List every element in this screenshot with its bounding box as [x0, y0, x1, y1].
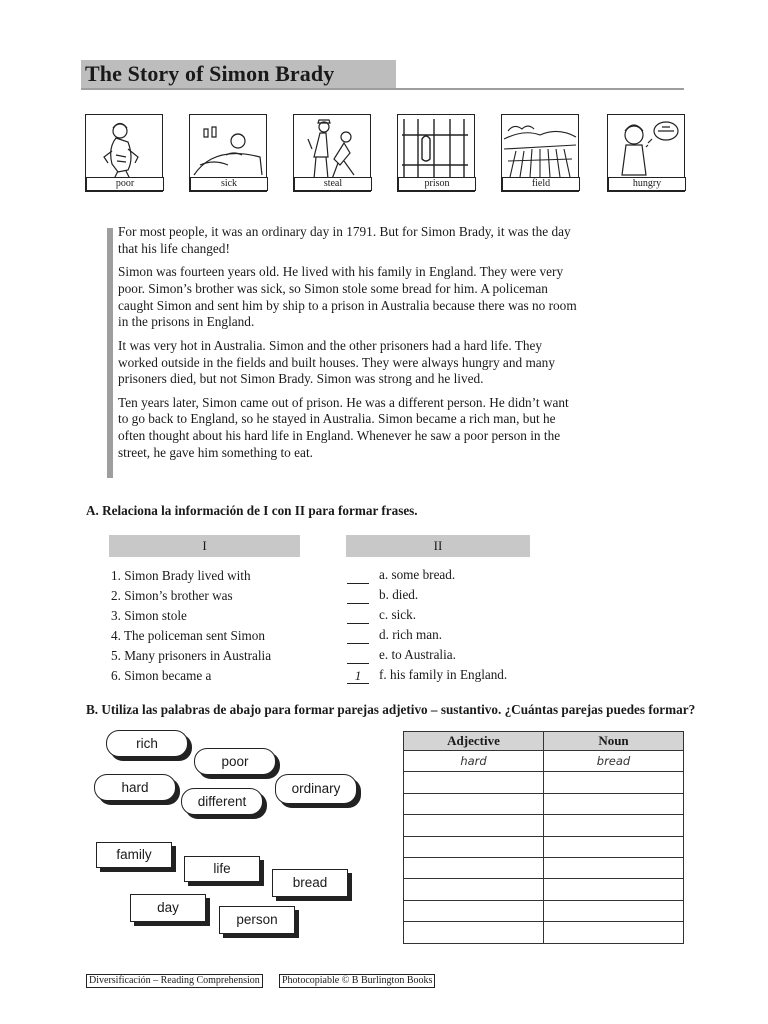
answer-blank[interactable]: [347, 609, 369, 624]
exercise-b-heading: B. Utiliza las palabras de abajo para formar parejas adjetivo – sustantivo. ¿Cuántas parejas puedes formar?: [86, 702, 696, 717]
adjective-cell[interactable]: [404, 900, 544, 921]
noun-cell[interactable]: [544, 836, 684, 857]
adjective-cell[interactable]: [404, 836, 544, 857]
footer-copyright: Photocopiable © B Burlington Books: [279, 974, 435, 988]
noun-word[interactable]: life: [184, 856, 260, 882]
answer-blank[interactable]: 1: [347, 669, 369, 684]
noun-cell[interactable]: [544, 772, 684, 793]
sentence-start: 6. Simon became a: [111, 668, 212, 683]
picture-label-poor: poor: [86, 177, 164, 191]
adjective-cell[interactable]: [404, 922, 544, 943]
adjective-cell[interactable]: [404, 879, 544, 900]
adjective-cell[interactable]: [404, 772, 544, 793]
story-margin-bar: [107, 228, 113, 478]
story-paragraph: Ten years later, Simon came out of prison. He was a different person. He didn’t want to go back to England, so he stayed in Australia. Simon became a rich man, but he often thought about his hard life in England. Whenever he saw a poor person in the street, he gave him something to eat.: [118, 394, 569, 461]
noun-cell[interactable]: bread: [544, 751, 684, 772]
column-i-header: I: [109, 535, 300, 557]
adjective-cell[interactable]: [404, 857, 544, 878]
adjective-cell[interactable]: [404, 815, 544, 836]
noun-word[interactable]: bread: [272, 869, 348, 897]
adjective-column-header: Adjective: [404, 732, 544, 751]
sentence-ending: b. died.: [379, 587, 419, 602]
answer-blank[interactable]: [347, 649, 369, 664]
picture-label-field: field: [502, 177, 580, 191]
noun-word[interactable]: person: [219, 906, 295, 934]
story-paragraph: Simon was fourteen years old. He lived with his family in England. They were very poor. Simon’s brother was sick, so Simon stole some bread for him. A policeman caught Simon and sent him by ship to a prison in Australia because there was no room in the prisons in England.: [118, 264, 577, 330]
noun-cell[interactable]: [544, 900, 684, 921]
sentence-start: 4. The policeman sent Simon: [111, 628, 265, 643]
noun-cell[interactable]: [544, 922, 684, 943]
noun-column-header: Noun: [544, 732, 684, 751]
noun-cell[interactable]: [544, 879, 684, 900]
answer-blank[interactable]: [347, 629, 369, 644]
adjective-cell[interactable]: [404, 793, 544, 814]
picture-label-hungry: hungry: [608, 177, 686, 191]
picture-label-sick: sick: [190, 177, 268, 191]
picture-label-prison: prison: [398, 177, 476, 191]
noun-cell[interactable]: [544, 793, 684, 814]
noun-cell[interactable]: [544, 857, 684, 878]
sentence-start: 3. Simon stole: [111, 608, 187, 623]
story-paragraph: For most people, it was an ordinary day in 1791. But for Simon Brady, it was the day that his life changed!: [118, 224, 571, 256]
noun-word[interactable]: day: [130, 894, 206, 922]
noun-word[interactable]: family: [96, 842, 172, 868]
answer-blank[interactable]: [347, 589, 369, 604]
sentence-ending: f. his family in England.: [379, 667, 508, 682]
exercise-a-heading: A. Relaciona la información de I con II para formar frases.: [86, 503, 418, 518]
story-paragraph: It was very hot in Australia. Simon and the other prisoners had a hard life. They worked outside in the fields and built houses. They were always hungry and many prisoners died, but not Simon Brady. Simon was strong and he lived.: [118, 337, 555, 387]
title-rule: [81, 88, 684, 90]
adjective-word[interactable]: rich: [106, 730, 188, 757]
adjective-word[interactable]: different: [181, 788, 263, 815]
noun-cell[interactable]: [544, 815, 684, 836]
sentence-start: 2. Simon’s brother was: [111, 588, 233, 603]
adjective-cell[interactable]: hard: [404, 751, 544, 772]
adjective-word[interactable]: ordinary: [275, 774, 357, 804]
footer-course-label: Diversificación – Reading Comprehension: [86, 974, 263, 988]
sentence-ending: d. rich man.: [379, 627, 442, 642]
adjective-noun-table: [403, 731, 684, 944]
page-title: The Story of Simon Brady: [85, 61, 335, 86]
adjective-word[interactable]: hard: [94, 774, 176, 801]
sentence-ending: a. some bread.: [379, 567, 456, 582]
sentence-ending: c. sick.: [379, 607, 416, 622]
adjective-word[interactable]: poor: [194, 748, 276, 775]
sentence-start: 5. Many prisoners in Australia: [111, 648, 272, 663]
sentence-ending: e. to Australia.: [379, 647, 456, 662]
picture-label-steal: steal: [294, 177, 372, 191]
answer-blank[interactable]: [347, 569, 369, 584]
column-ii-header: II: [346, 535, 530, 557]
story-text: [118, 224, 578, 468]
sentence-start: 1. Simon Brady lived with: [111, 568, 251, 583]
